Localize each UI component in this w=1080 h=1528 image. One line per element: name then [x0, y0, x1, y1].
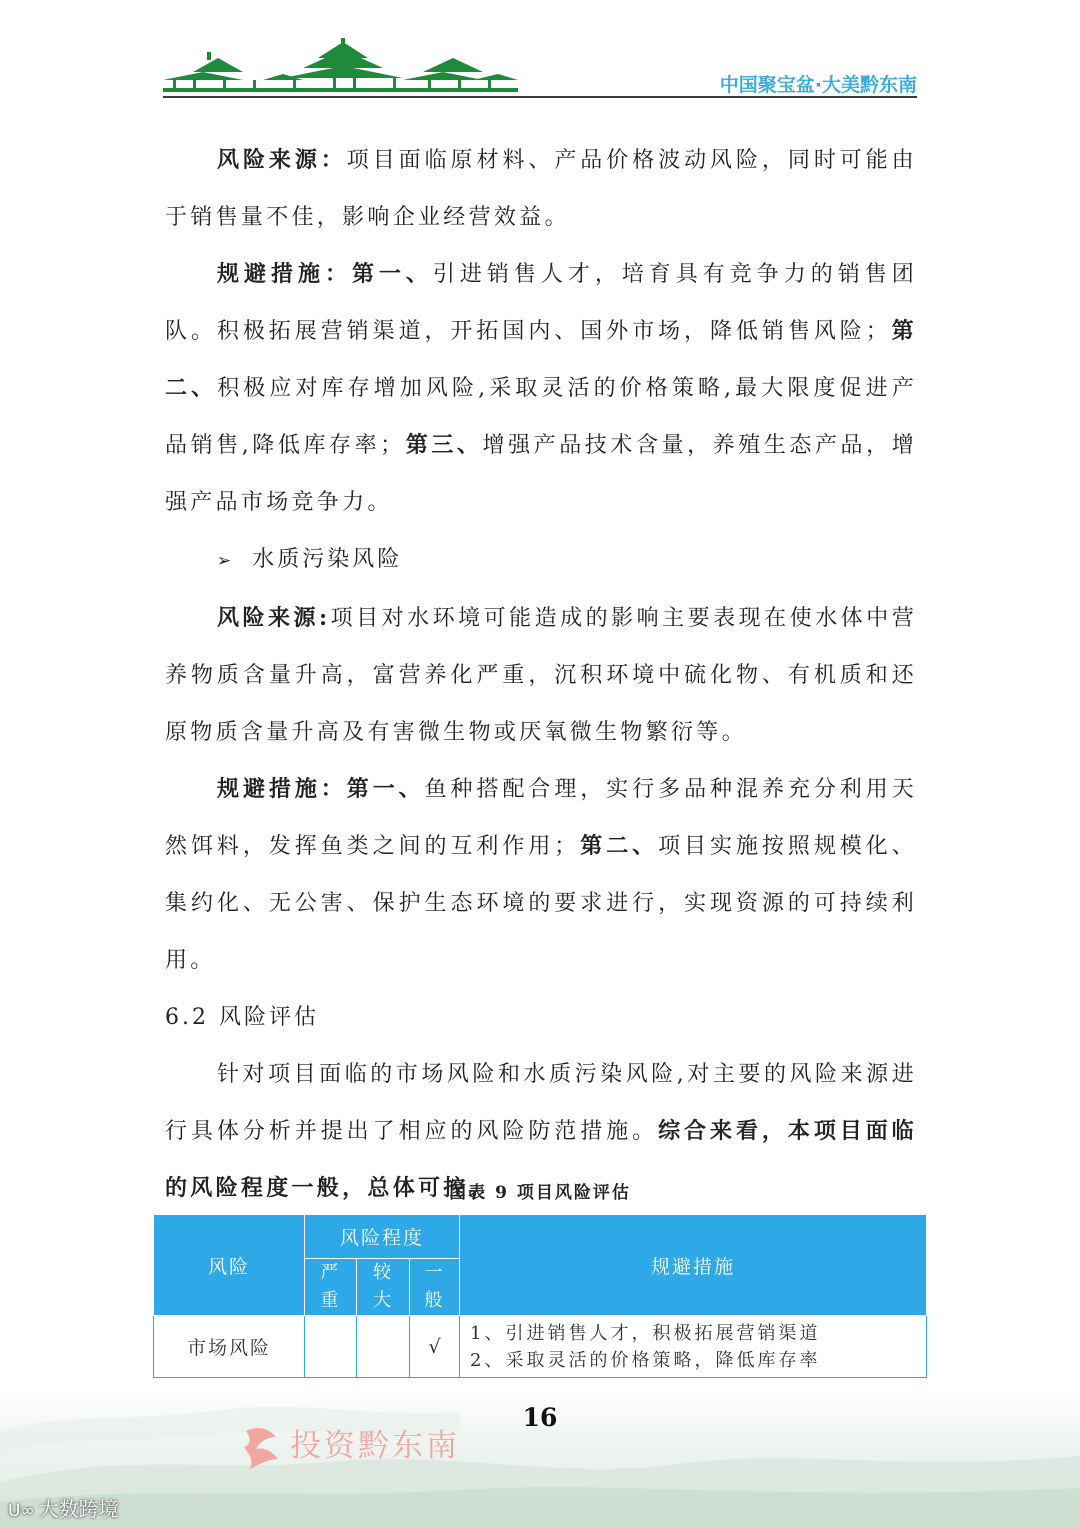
label-risk-source: 风险来源：: [217, 147, 347, 173]
table-row: [154, 1316, 927, 1378]
label-measures: 规避措施：第一、: [217, 776, 425, 802]
text: 增强产品技术含量，养殖生态产品，增强产品市场竞争力。: [165, 433, 918, 515]
arrow-bullet-icon: ➢: [217, 551, 235, 571]
text: 针对项目面临的市场风险和水质污染风险,对主要的风险来源进行具体分析并提出了相应的风险防范措施。: [165, 1062, 917, 1144]
header-measures: 规避措施: [460, 1215, 927, 1316]
watermark-logo-icon: ᑌ∞: [8, 1501, 35, 1521]
watermark-text: 大数跨境: [38, 1497, 119, 1521]
label-measures: 规避措施：第一、: [217, 261, 433, 287]
bullet-title: 水质污染风险: [252, 547, 403, 572]
section-title: 6.2 风险评估: [165, 1005, 319, 1030]
label-third: 第三、: [405, 432, 483, 458]
bullet-water-pollution: [165, 531, 917, 590]
text: 引进销售人才，培育具有竞争力的销售团队。积极拓展营销渠道，开拓国内、国外市场，降低销售风险；: [165, 262, 917, 344]
measure-item: 2、采取灵活的价格策略，降低库存率: [470, 1349, 821, 1371]
text: 积极应对库存增加风险,采取灵活的价格策略,最大限度促进产品销售,降低库存率；: [165, 376, 917, 458]
document-body: [165, 132, 917, 1217]
cell-general-check: √: [410, 1316, 460, 1378]
header-risk-level: 风险程度: [305, 1215, 460, 1259]
cell-measures: [460, 1316, 927, 1378]
cell-major: [357, 1316, 410, 1378]
paragraph-water-risk-measures: [165, 761, 917, 989]
conclusion: 综合来看，本项目面临的风险程度一般，总体可控。: [165, 1118, 917, 1201]
text: 项目面临原材料、产品价格波动风险，同时可能由于销售量不佳，影响企业经营效益。: [165, 148, 917, 230]
table-caption: 图表 9 项目风险评估: [449, 1183, 631, 1203]
header-slogan: 中国聚宝盆·大美黔东南: [719, 74, 917, 96]
text: 鱼种搭配合理，实行多品种混养充分利用天然饵料，发挥鱼类之间的互利作用；: [165, 777, 918, 859]
header-risk: 风险: [154, 1215, 305, 1316]
header-level-severe: 严重: [305, 1259, 357, 1316]
header-rule: [163, 96, 917, 98]
text: 项目实施按照规模化、集约化、无公害、保护生态环境的要求进行，实现资源的可持续利用。: [165, 834, 917, 973]
label-second: 第二、: [579, 833, 659, 859]
paragraph-water-risk-source: [165, 590, 917, 761]
brand-seal-icon: [240, 1423, 284, 1473]
paragraph-market-risk-measures: [165, 246, 917, 531]
cell-risk: 市场风险: [154, 1316, 305, 1378]
page-number: 16: [522, 1403, 558, 1432]
cell-severe: [305, 1316, 357, 1378]
label-second: 第二、: [165, 318, 917, 401]
header-level-general: 一般: [410, 1259, 460, 1316]
drum-tower-bridge-logo: [163, 38, 523, 98]
label-risk-source: 风险来源:: [217, 605, 331, 631]
text: 项目对水环境可能造成的影响主要表现在使水体中营养物质含量升高，富营养化严重，沉积环境中硫化物、有机质和还原物质含量升高及有害微生物或厌氧微生物繁衍等。: [165, 606, 917, 745]
page-header: [163, 38, 917, 100]
measure-item: 1、引进销售人才，积极拓展营销渠道: [470, 1322, 821, 1344]
risk-assessment-table: [153, 1214, 927, 1378]
brand-logo: [240, 1420, 460, 1473]
brand-text: 投资黔东南: [290, 1428, 460, 1464]
paragraph-market-risk-source: [165, 132, 917, 246]
watermark: [8, 1493, 119, 1522]
header-level-major: 较大: [357, 1259, 410, 1316]
